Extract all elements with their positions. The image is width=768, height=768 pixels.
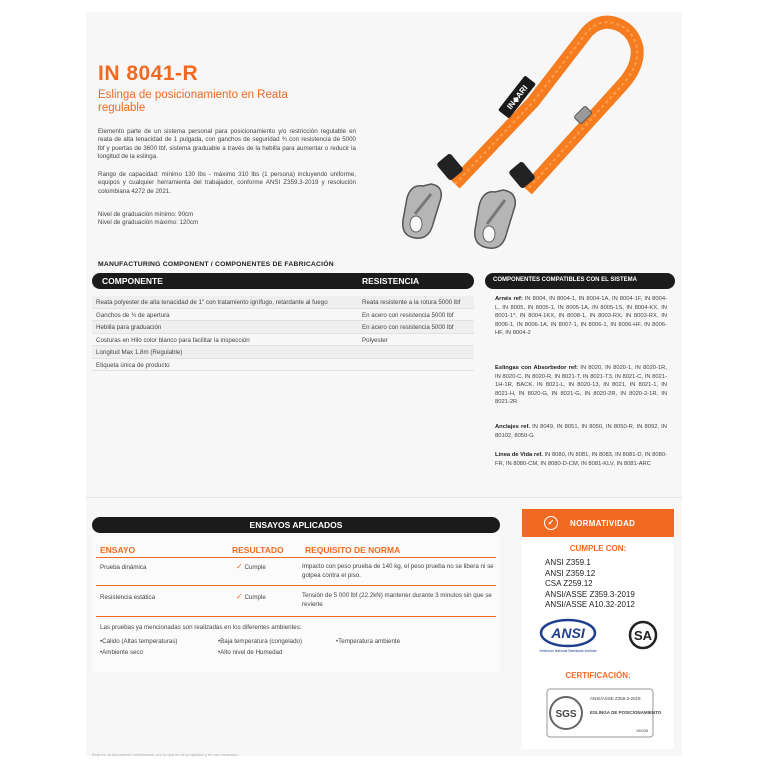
- result-text: Cumple: [244, 594, 266, 601]
- table-rule: [96, 616, 496, 617]
- table-row: [92, 309, 474, 322]
- environment-item: •Alto nivel de Humedad: [218, 649, 283, 656]
- component-cell: Ganchos de ¾ de apertura: [96, 311, 170, 319]
- resistance-cell: Reata resistente a la rotura 5000 lbf: [362, 299, 461, 306]
- footer-fine-print: Esta es un documento confidencial, por lo que es de propiedad y en uso exclusivo.: [92, 752, 239, 757]
- table-row: [92, 334, 474, 347]
- environments-intro: Las pruebas ya mencionadas son realizadas en los diferentes ambientes:: [100, 624, 302, 631]
- standard-item: ANSI/ASSE A10.32-2012: [545, 600, 635, 609]
- components-table: [92, 296, 474, 371]
- compatible-text: IN 8049, IN 8051, IN 8050, IN 8050-R, IN 8092, IN 80102, 8050-G: [495, 424, 667, 439]
- compatible-lifelines: [495, 451, 667, 468]
- graduation-max: Nivel de graduación máximo: 120cm: [98, 219, 199, 227]
- snap-hook-right: [475, 190, 515, 248]
- lanyard-image: [395, 14, 655, 256]
- table-rule: [96, 585, 496, 586]
- result-cell: [236, 563, 266, 573]
- environment-item: •Temperatura ambiente: [336, 638, 401, 645]
- product-description: Elemento parte de un sistema personal para posicionamiento y/o restricción regulable en reata de alta tenacidad de 1 pulgada, con ganchos de seguridad ¾ con resistencia de 5000 lbf y puertas de 3600 lbf, sistema graduable a través de la hebilla para aumentar o reducir la longitud de la eslinga.: [98, 128, 356, 160]
- result-cell: [236, 593, 266, 603]
- component-cell: Costuras en Hilo color blanco para facilitar la inspección: [96, 336, 250, 344]
- svg-text:American National Standards In: American National Standards Institute: [539, 649, 597, 653]
- table-rule: [96, 557, 496, 558]
- compatible-anchors: [495, 423, 667, 440]
- certification-title: CERTIFICACIÓN:: [565, 671, 631, 680]
- test-name-cell: Prueba dinámica: [100, 564, 147, 571]
- table-row: [92, 346, 474, 359]
- resistance-cell: En acero con resistencia 5000 lbf: [362, 324, 454, 331]
- manufacturing-heading: MANUFACTURING COMPONENT / COMPONENTES DE FABRICACIÓN: [98, 261, 334, 268]
- component-cell: Reata polyester de alta tenacidad de 1" con tratamiento ignífugo, retardante al fuego: [96, 299, 328, 306]
- component-cell: Hebilla para graduación: [96, 324, 162, 331]
- svg-text:ANSI: ANSI: [551, 625, 585, 641]
- result-column-header: RESULTADO: [232, 545, 284, 555]
- standard-item: ANSI/ASSE Z359.3-2019: [545, 589, 635, 599]
- standard-item: CSA Z259.12: [545, 579, 593, 588]
- requirement-column-header: REQUISITO DE NORMA: [305, 545, 401, 555]
- compatible-text: IN 8004, IN 8004-1, IN 8004-1A, IN 8004-1F, IN 8004-L, IN 8005, IN 8005-1, IN 8005-1A, IN 8005-1S, IN 8004-KX, IN 8001-1*, IN 8004-1KX, IN 8008-1, IN 8003-RX, IN 8003-RX, IN 8006-1, IN 8006-1A, IN 8007-1, IN 8006-1, IN 8006-HF, IN 8006-HF, IN 8004-2: [495, 296, 667, 336]
- csa-logo: [628, 620, 658, 650]
- resistance-cell: En acero con resistencia 5000 lbf: [362, 311, 454, 319]
- standards-list: [545, 558, 635, 611]
- environment-item: •Baja temperatura (congelado): [218, 638, 303, 645]
- standard-item: ANSI Z359.12: [545, 568, 596, 578]
- graduation-levels: [98, 211, 356, 228]
- compatible-header-bar: [485, 273, 675, 289]
- table-row: [92, 296, 474, 309]
- compatible-label: Arnés ref:: [495, 296, 523, 302]
- resistance-cell: Polyester: [362, 336, 388, 344]
- resistance-column-header: RESISTENCIA: [362, 276, 420, 286]
- section-divider: [86, 497, 682, 498]
- component-column-header: COMPONENTE: [102, 276, 163, 286]
- requirement-cell: Tensión de 5 000 lbf (22.2kN) mantener durante 3 minutos sin que se revierte: [302, 592, 492, 608]
- environment-item: •Cálido (Altas temperaturas): [100, 638, 178, 645]
- capacity-text: Rango de capacidad: mínimo 130 lbs - máximo 310 lbs (1 persona) incluyendo uniforme, equipos y cualquier herramienta del trabajador, conforme ANSI Z359.3-2019 y resolución colombiana 4272 de 2021.: [98, 171, 356, 195]
- graduation-min: Nivel de graduación mínimo: 90cm: [98, 211, 194, 218]
- sgs-certification-badge: [546, 688, 662, 738]
- svg-text:SA: SA: [633, 628, 653, 643]
- compatible-heading: COMPONENTES COMPATIBLES CON EL SISTEMA: [493, 277, 638, 283]
- check-circle-icon: ✓: [544, 516, 558, 530]
- compatible-label: Eslingas con Absorbedor ref:: [495, 365, 578, 371]
- check-icon: ✓: [236, 562, 243, 571]
- compatible-label: Línea de Vida ref.: [495, 452, 543, 458]
- standard-item: ANSI Z359.1: [545, 558, 591, 567]
- components-header-bar: [92, 273, 474, 289]
- svg-text:ANSI/ASSE Z359.3-2019: ANSI/ASSE Z359.3-2019: [590, 696, 641, 701]
- result-text: Cumple: [244, 564, 266, 571]
- ansi-logo: [538, 618, 604, 654]
- norms-heading: NORMATIVIDAD: [570, 519, 636, 528]
- tests-header-bar: ENSAYOS APLICADOS: [92, 517, 500, 533]
- product-code: IN 8041-R: [98, 62, 199, 85]
- strap-brand-label: IN◆ARI: [505, 83, 530, 112]
- snap-hook-left: [403, 184, 442, 238]
- svg-text:15/035: 15/035: [636, 728, 649, 733]
- component-cell: Etiqueta única de producto: [96, 361, 170, 369]
- svg-text:SGS: SGS: [555, 709, 577, 720]
- environment-item: •Ambiente seco: [100, 649, 144, 656]
- compatible-text: IN 8080, IN 8081, IN 8083, IN 8081-D, IN 8080-FR, IN 8080-CM, IN 8080-D-CM, IN 8081-KLV, IN 8081-ARC: [495, 452, 667, 467]
- product-subtitle: Eslinga de posicionamiento en Reata regulable: [98, 89, 288, 114]
- compatible-lanyards: [495, 364, 667, 407]
- table-row: [92, 359, 474, 372]
- compatible-text: IN 8020, IN 8020-1, IN 8020-1R, IN 8020-C, IN 8020-R, IN 8021-T, IN 8021-T3, IN 8021-C, IN 8021-1H-1R, BACK, IN 8021-L, IN 8020-13, IN 8021, IN 8021-1, IN 8021-H, IN 8020-G, IN 8021-G, IN 8020-2R, IN 8020-2-1R, IN 8021-2R: [495, 365, 667, 405]
- norms-header-bar: [522, 509, 674, 537]
- component-cell: Longitud Max 1.8m (Regulable): [96, 349, 183, 356]
- test-column-header: ENSAYO: [100, 545, 136, 555]
- test-name-cell: Resistencia estática: [100, 594, 156, 601]
- check-icon: ✓: [236, 592, 243, 601]
- compatible-label: Anclajes ref.: [495, 424, 531, 430]
- svg-text:ESLINGA DE POSICIONAMIENTO: ESLINGA DE POSICIONAMIENTO: [590, 710, 662, 715]
- table-row: [92, 321, 474, 334]
- requirement-cell: Impacto con peso prueba de 140 kg, el peso prueba no se libera ni se golpea contra el piso.: [302, 563, 494, 579]
- complies-title: CUMPLE CON:: [569, 544, 627, 553]
- compatible-harness: [495, 295, 667, 338]
